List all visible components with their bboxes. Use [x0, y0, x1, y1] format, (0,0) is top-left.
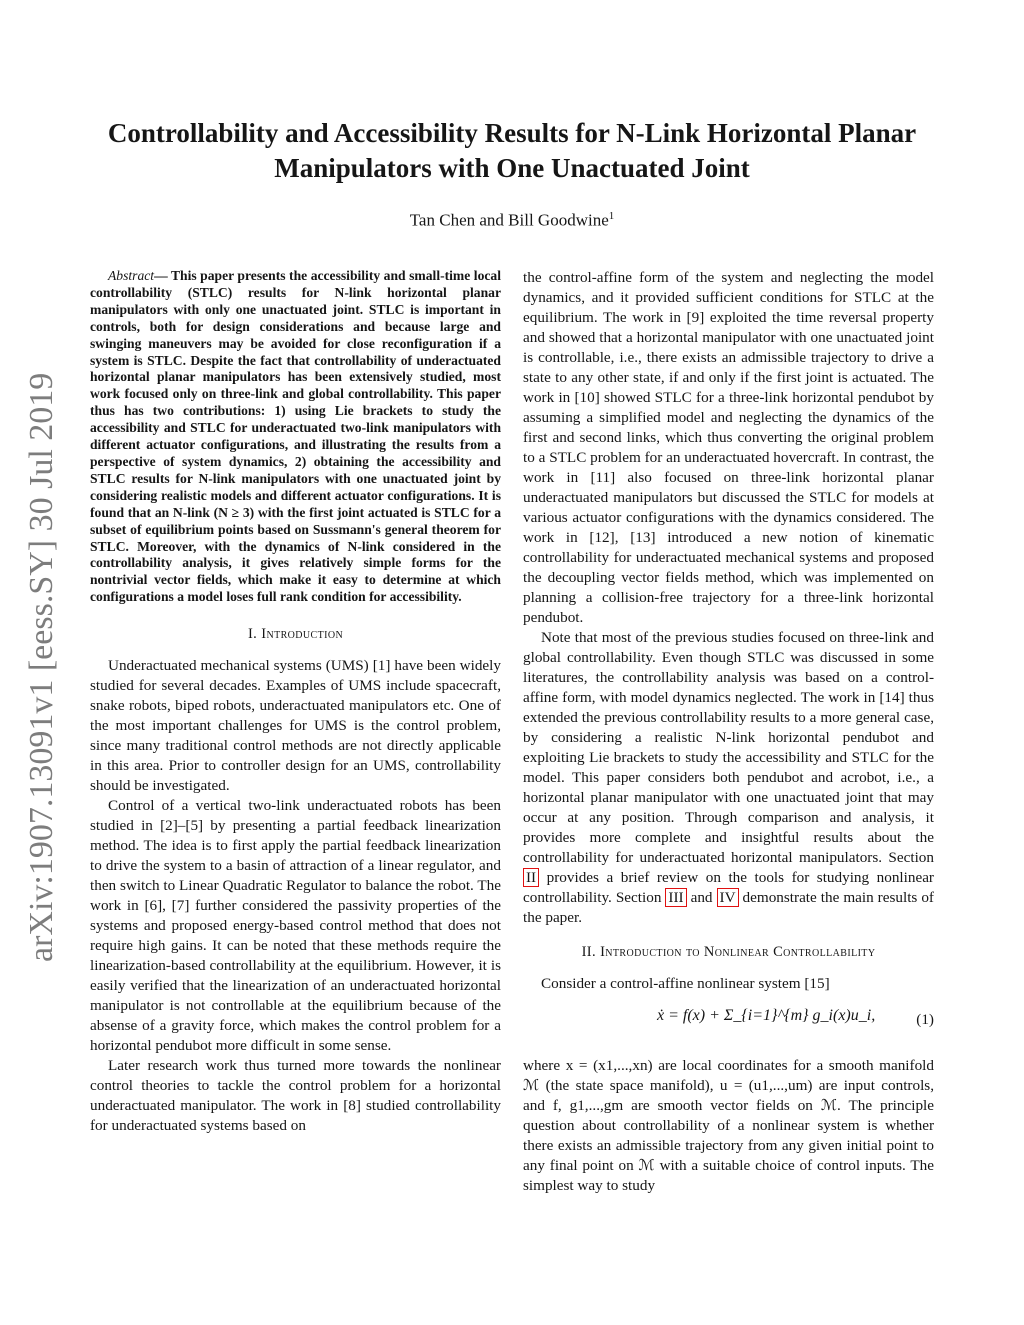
- equation-1: [523, 998, 934, 1050]
- equation-body: ẋ = f(x) + Σ_{i=1}^{m} g_i(x)u_i,: [657, 1007, 876, 1024]
- intro-p4-part3: demonstrate the main results of the paper.: [523, 889, 934, 926]
- paper-title: [60, 116, 964, 186]
- section-ref-link-II[interactable]: II: [523, 868, 539, 887]
- left-column: [90, 268, 501, 1136]
- intro-p4-and: and: [686, 889, 717, 906]
- section2-paragraph-2: where x = (x1,...,xn) are local coordinates for a smooth manifold ℳ (the state space manifold), u = (u1,...,um) are input controls, and f, g1,...,gm are smooth vector fields on ℳ. The principle question about controllability of a nonlinear system is whether there exists an admissible trajectory from any given initial point to any final point on ℳ with a suitable choice of control inputs. The simplest way to study: [523, 1057, 934, 1194]
- abstract-text: This paper presents the accessibility and small-time local controllability (STLC) results for N-link horizontal planar manipulators with only one unactuated joint. STLC is important in controls, both for design considerations and because large and swinging maneuvers may be avoided for close reconfiguration if a system is STLC. Despite the fact that controllability of underactuated horizontal planar manipulators has been extensively studied, most work focused only on three-link and global controllability. This paper thus has two contributions: 1) using Lie brackets to study the accessibility and STLC for underactuated two-link manipulators with different actuator configurations, and illustrating the results from a perspective of system dynamics, 2) obtaining the accessibility and STLC results for N-link manipulators with one unactuated joint by considering realistic models and different actuator configurations. It is found that an N-link (N ≥ 3) with the first joint actuated is STLC for a subset of equilibrium points based on Sussmann's general theorem for STLC. Moreover, with the dynamics of N-link considered in the controllability analysis, it gives relatively simple forms for the nontrivial vector fields, which make it easy to determine at which configurations a model loses full rank condition for accessibility.: [90, 268, 501, 605]
- abstract: [90, 268, 501, 606]
- intro-paragraph-2: Control of a vertical two-link underactuated robots has been studied in [2]–[5] by presenting a partial feedback linearization method. The idea is to first apply the partial feedback linearization to drive the system to a basin of attraction of a linear regulator, and then switch to Linear Quadratic Regulator to balance the robot. The work in [6], [7] further considered the passivity properties of the systems and proposed energy-based control method that does not require high gains. It can be noted that these methods require the linearization-based controllability at the equilibrium. However, it is easily verified that the linearization of an underactuated horizontal manipulator is not controllable at the equilibrium because of the absense of a gravity force, which makes the control problem for a horizontal pendubot more difficult in some sense.: [90, 797, 501, 1055]
- author-affiliation-mark: 1: [608, 210, 615, 222]
- intro-p4-part1: Note that most of the previous studies focused on three-link and global controllability. Even though STLC was discussed in some literatures, the controllability analysis was based on a control-affine form, with model dynamics neglected. The work in [14] thus extended the previous controllability results to a more general case, by considering a realistic N-link horizontal pendubot and exploiting Lie brackets to study the accessibility and STLC for the model. This paper considers both pendubot and acrobot, i.e., a horizontal planar manipulator with one unactuated joint that may occur at any position. Through comparison and analysis, it provides more complete and insightful results about the controllability for underactuated horizontal manipulators. Section: [523, 629, 934, 866]
- abstract-label: Abstract: [108, 268, 155, 283]
- intro-paragraph-3: Later research work thus turned more towards the nonlinear control theories to tackle the control problem for a horizontal underactuated manipulator. The work in [8] studied controllability for underactuated systems based on: [90, 1057, 501, 1135]
- intro-paragraph-1: Underactuated mechanical systems (UMS) [1] have been widely studied for several decades. Examples of UMS include spacecraft, snake robots, biped robots, underactuated manipulators etc. One of the most important challenges for UMS is the control problem, since many traditional control methods are not directly applicable in this area. Prior to controller design for an UMS, controllability should be investigated.: [90, 657, 501, 795]
- section-ref-link-IV[interactable]: IV: [717, 888, 739, 907]
- right-column: [523, 268, 934, 1196]
- arxiv-stamp: arXiv:1907.13091v1 [eess.SY] 30 Jul 2019: [23, 372, 60, 962]
- section-ref-link-III[interactable]: III: [665, 888, 686, 907]
- title-line-1: Controllability and Accessibility Results for N-Link Horizontal Planar: [107, 118, 917, 148]
- intro-paragraph-3-continued: the control-affine form of the system and neglecting the model dynamics, and it provided sufficient conditions for STLC at the equilibrium. The work in [9] exploited the time reversal property and showed that a horizontal manipulator with one unactuated joint is controllable, i.e., there exists an admissible trajectory to drive a state to any other state, if and only if the first joint is actuated. The work in [10] showed STLC for a three-link horizontal pendubot by assuming a simplified model and neglecting the dynamics of the first and second links, which thus converting the original problem to a STLC problem for an underactuated hovercraft. In contrast, the work in [11] also focused on three-link horizontal planar underactuated manipulators but discussed the STLC for models at various actuator configurations with the dynamics considered. The work in [12], [13] introduced a new notion of kinematic controllability for underactuated mechanical systems and proposed the decoupling vector fields method, which was implemented on planning a collision-free trajectory for a three-link horizontal pendubot.: [523, 269, 934, 626]
- equation-number: (1): [916, 1011, 934, 1028]
- section-heading-introduction: I. Introduction: [247, 626, 344, 643]
- title-line-2: Manipulators with One Unactuated Joint: [274, 153, 750, 183]
- authors-text: Tan Chen and Bill Goodwine: [409, 210, 609, 230]
- intro-paragraph-4: [523, 628, 934, 928]
- section2-paragraph-1: Consider a control-affine nonlinear system [15]: [541, 975, 830, 992]
- abstract-dash: —: [154, 268, 168, 283]
- section-heading-nonlinear-controllability: II. Introduction to Nonlinear Controllability: [581, 944, 876, 960]
- intro-p4-part2: provides a brief review on the tools for studying nonlinear controllability. Section: [523, 869, 934, 906]
- author-list: [60, 210, 964, 231]
